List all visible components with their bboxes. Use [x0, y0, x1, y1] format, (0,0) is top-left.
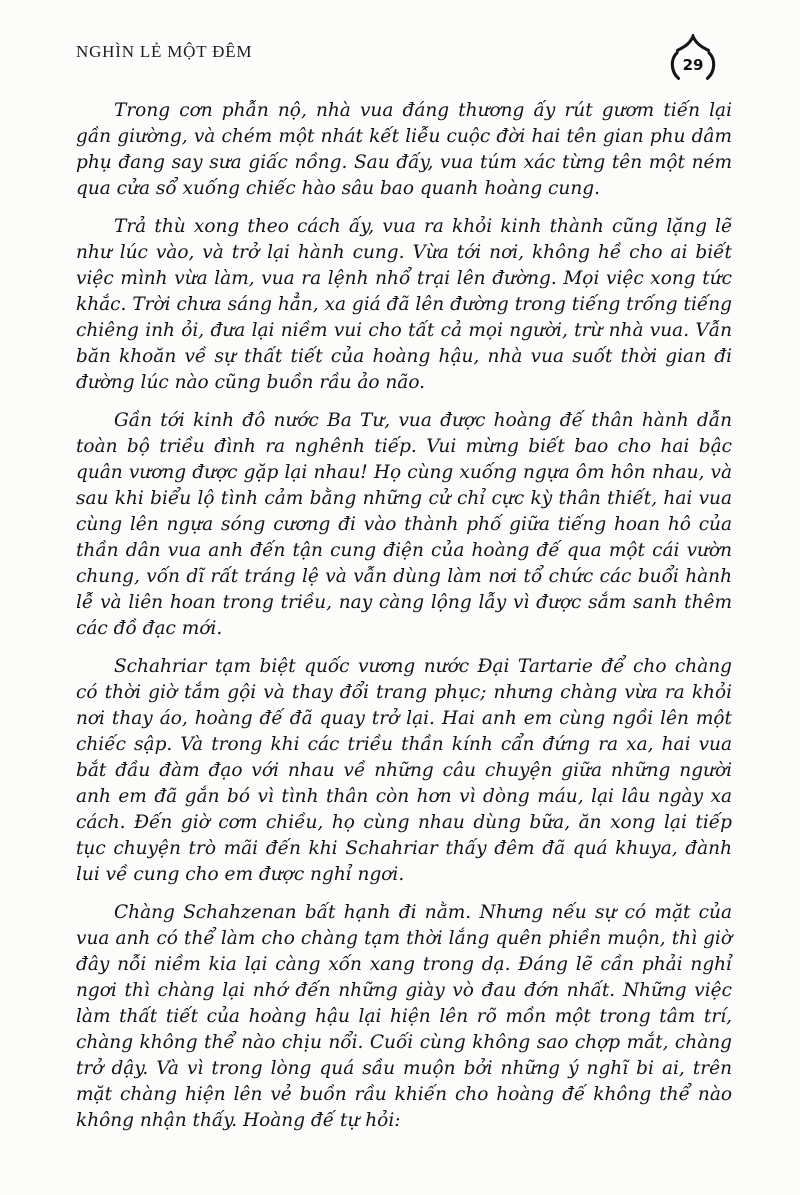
body-paragraph: Trong cơn phẫn nộ, nhà vua đáng thương ấy rút gươm tiến lại gần giường, và chém một nhát kết liễu cuộc đời hai tên gian phu dâm phụ đang say sưa giấc nồng. Sau đấy, vua túm xác từng tên một ném qua cửa sổ xuống chiếc hào sâu bao quanh hoàng cung.	[76, 100, 732, 199]
page-header	[76, 34, 732, 90]
body-paragraph: Chàng Schahzenan bất hạnh đi nằm. Nhưng nếu sự có mặt của vua anh có thể làm cho chàng tạm thời lắng quên phiền muộn, thì giờ đây nỗi niềm kia lại càng xốn xang trong dạ. Đáng lẽ cần phải nghỉ ngơi thì chàng lại nhớ đến những giày vò đau đớn nhất. Những việc làm thất tiết của hoàng hậu lại hiện lên rõ mồn một trong tâm trí, chàng không thể nào chịu nổi. Cuối cùng không sao chợp mắt, chàng trở dậy. Và vì trong lòng quá sầu muộn bởi những ý nghĩ bi ai, trên mặt chàng hiện lên vẻ buồn rầu khiến cho hoàng đế không thể nào không nhận thấy. Hoàng đế tự hỏi:	[76, 902, 732, 1131]
body-paragraph: Gần tới kinh đô nước Ba Tư, vua được hoàng đế thân hành dẫn toàn bộ triều đình ra nghênh tiếp. Vui mừng biết bao cho hai bậc quân vương được gặp lại nhau! Họ cùng xuống ngựa ôm hôn nhau, và sau khi biểu lộ tình cảm bằng những cử chỉ cực kỳ thân thiết, hai vua cùng lên ngựa sóng cương đi vào thành phố giữa tiếng hoan hô của thần dân vua anh đến tận cung điện của hoàng đế qua một cái vườn chung, vốn dĩ rất tráng lệ và vẫn dùng làm nơi tổ chức các buổi hành lễ và liên hoan trong triều, nay càng lộng lẫy vì được sắm sanh thêm các đồ đạc mới.	[76, 410, 732, 639]
body-paragraph: Trả thù xong theo cách ấy, vua ra khỏi kinh thành cũng lặng lẽ như lúc vào, và trở lại hành cung. Vừa tới nơi, không hề cho ai biết việc mình vừa làm, vua ra lệnh nhổ trại lên đường. Mọi việc xong tức khắc. Trời chưa sáng hẳn, xa giá đã lên đường trong tiếng trống tiếng chiêng inh ỏi, đưa lại niềm vui cho tất cả mọi người, trừ nhà vua. Vẫn băn khoăn về sự thất tiết của hoàng hậu, nhà vua suốt thời gian đi đường lúc nào cũng buồn rầu ảo não.	[76, 216, 732, 393]
running-title: NGHÌN LẺ MỘT ĐÊM	[76, 42, 253, 61]
page-number: 29	[682, 56, 704, 74]
body-paragraph: Schahriar tạm biệt quốc vương nước Đại Tartarie để cho chàng có thời giờ tắm gội và thay đổi trang phục; nhưng chàng vừa ra khỏi nơi thay áo, hoàng đế đã quay trở lại. Hai anh em cùng ngồi lên một chiếc sập. Và trong khi các triều thần kính cẩn đứng ra xa, hai vua bắt đầu đàm đạo với nhau về những câu chuyện giữa những người anh em đã gắn bó vì tình thân còn hơn vì dòng máu, lại lâu ngày xa cách. Đến giờ cơm chiều, họ cùng nhau dùng bữa, ăn xong lại tiếp tục chuyện trò mãi đến khi Schahriar thấy đêm đã quá khuya, đành lui về cung cho em được nghỉ ngơi.	[76, 656, 732, 885]
page-number-ornament	[664, 34, 722, 86]
body-text	[76, 98, 732, 1134]
